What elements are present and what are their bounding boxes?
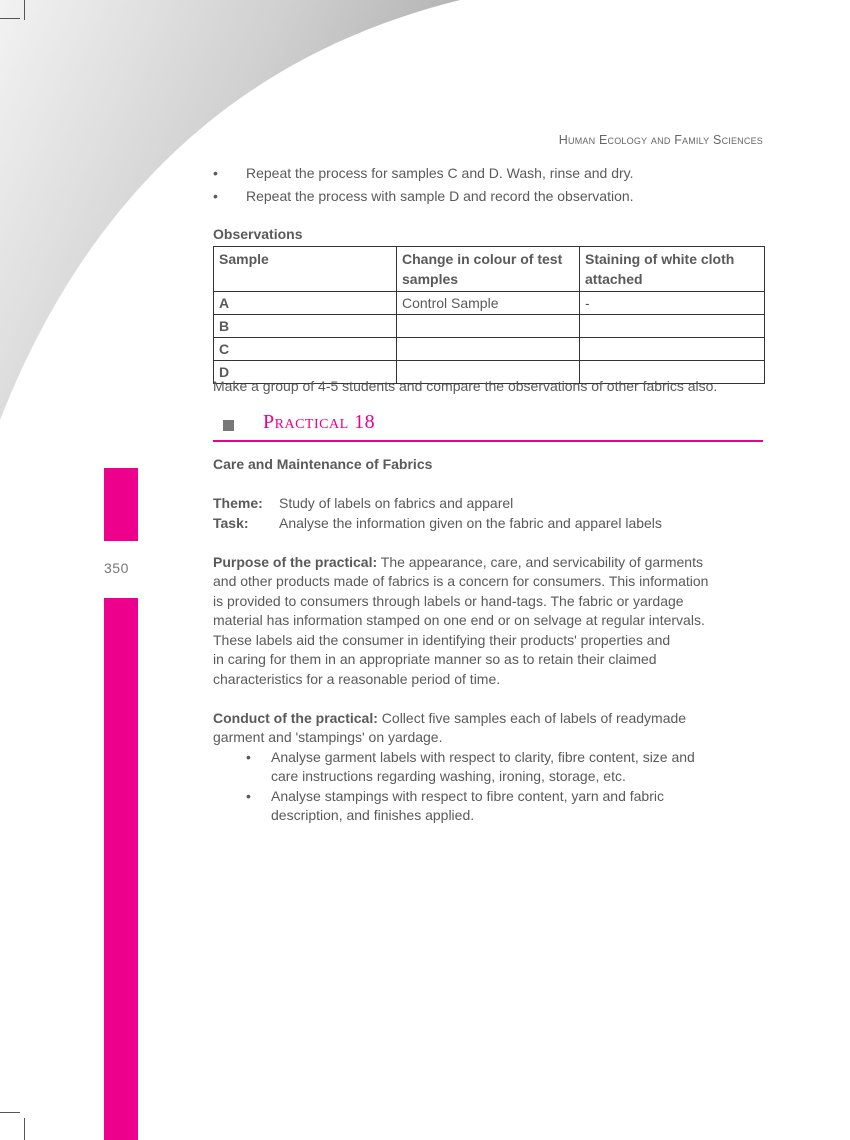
table-cell: B: [214, 315, 397, 338]
table-cell: [397, 315, 580, 338]
table-row: [214, 338, 765, 361]
table-cell: [580, 338, 765, 361]
column-header: Sample: [214, 247, 397, 292]
purpose-paragraph: Purpose of the practical: The appearance, care, and servicability of garments and other products made of fabrics is a concern for consumers. This information is provided to consumers through labels or hand-tags. The fabric or yardage material has information stamped on one end or on selvage at regular intervals. These labels aid the consumer in identifying their products' properties and in caring for them in an appropriate manner so as to retain their claimed characteristics for a reasonable period of time.: [213, 553, 709, 687]
theme-value: Study of labels on fabrics and apparel: [279, 495, 514, 511]
crop-mark: [0, 1112, 20, 1113]
table-cell: D: [214, 361, 397, 384]
crop-mark: [0, 18, 20, 19]
list-item: • Repeat the process with sample D and record the observation.: [213, 188, 634, 204]
bullet-icon: •: [246, 787, 251, 804]
margin-bar-upper: [104, 468, 138, 541]
theme-label: Theme:: [213, 495, 263, 511]
practical-title: Practical 18: [263, 411, 376, 433]
column-header: Change in colour of test samples: [397, 247, 580, 292]
table-row: [214, 315, 765, 338]
theme-row: [213, 494, 763, 514]
conduct-paragraph: Conduct of the practical: Collect five samples each of labels of readymade garment and 'stampings' on yardage.: [213, 709, 687, 745]
conduct-label: Conduct of the practical:: [213, 709, 378, 726]
bullet-icon: •: [213, 165, 218, 181]
table-header-row: [214, 247, 765, 292]
list-item: • Analyse stampings with respect to fibre content, yarn and fabric description, and finishes applied.: [246, 787, 664, 823]
page-number: 350: [104, 560, 129, 576]
running-header: Human Ecology and Family Sciences: [558, 133, 763, 147]
bullet-icon: •: [213, 188, 218, 204]
task-value: Analyse the information given on the fabric and apparel labels: [279, 514, 662, 531]
conduct-bullet-list: [213, 748, 763, 826]
table-cell: -: [580, 292, 765, 315]
observations-title: Observations: [213, 226, 303, 242]
table-cell: Control Sample: [397, 292, 580, 315]
purpose-label: Purpose of the practical:: [213, 553, 378, 570]
task-label: Task:: [213, 514, 249, 531]
practical-content: [213, 455, 763, 826]
list-item: • Analyse garment labels with respect to clarity, fibre content, size and care instructions regarding washing, ironing, storage, etc.: [246, 748, 695, 784]
table-cell: C: [214, 338, 397, 361]
column-header: Staining of white cloth attached: [580, 247, 765, 292]
crop-mark: [24, 1118, 25, 1140]
table-cell: [580, 315, 765, 338]
table-cell: [397, 338, 580, 361]
crop-mark: [24, 0, 25, 20]
list-item: • Repeat the process for samples C and D. Wash, rinse and dry.: [213, 165, 634, 181]
group-note: Make a group of 4-5 students and compare the observations of other fabrics also.: [213, 378, 718, 394]
top-bullet-list: [213, 163, 773, 209]
section-title: Care and Maintenance of Fabrics: [213, 456, 433, 472]
square-bullet-icon: [223, 420, 234, 431]
table-cell: A: [214, 292, 397, 315]
observations-table: [213, 246, 765, 384]
table-row: [214, 292, 765, 315]
task-row: [213, 514, 763, 534]
bullet-icon: •: [246, 748, 251, 765]
margin-bar-lower: [104, 598, 138, 1140]
practical-heading: [213, 410, 763, 442]
